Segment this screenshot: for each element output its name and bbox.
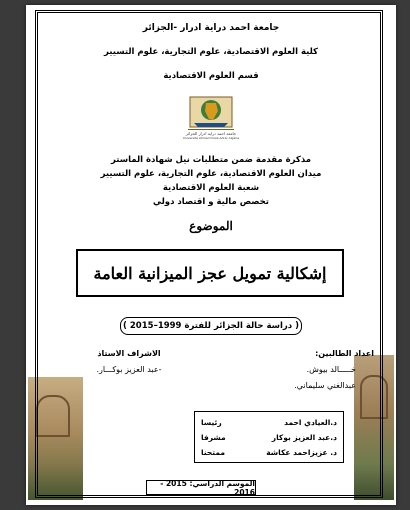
supervisor-label: الاشراف الاستاذ xyxy=(97,349,161,358)
academic-year: الموسم الدراسي: 2015 - 2016 xyxy=(160,478,255,497)
committee-row xyxy=(201,415,337,430)
thesis-title-box xyxy=(76,249,344,297)
thesis-specialty: تخصص مالية و اقتصاد دولي xyxy=(153,197,269,207)
committee-member-role: ممتحنا xyxy=(201,448,226,457)
thesis-subtitle-box xyxy=(120,317,302,335)
committee-row xyxy=(201,430,337,445)
thesis-title: إشكالية تمويل عجز الميزانية العامة xyxy=(93,263,327,283)
thesis-branch: شعبة العلوم الاقتصادية xyxy=(162,183,260,193)
students-label: اعداد الطالبين: xyxy=(315,349,374,358)
supervisor-name: -عبد العزيز بوكـــار. xyxy=(96,365,162,374)
thesis-purpose: مذكرة مقدمة ضمن متطلبات نيل شهادة الماستر xyxy=(110,155,312,165)
committee-member-role: مشرفا xyxy=(201,433,226,442)
university-logo-icon xyxy=(184,93,238,141)
committee-member-role: رئيسا xyxy=(201,418,222,427)
logo-caption: جامعة احمد دراية ادرار الجزائر xyxy=(185,131,237,136)
subject-label: الموضوع xyxy=(189,219,233,233)
committee-member-name: د.عبد العزيز بوكار xyxy=(271,433,337,442)
academic-year-box xyxy=(146,480,256,495)
student-name-2: عبدالغني سليماني. xyxy=(294,381,356,390)
logo-caption-latin: Université Ahmed Draïa Adrar Algérie xyxy=(182,136,240,140)
committee-member-name: د.العيادي احمد xyxy=(284,418,337,427)
faculty-name: كلية العلوم الاقتصادية، علوم التجارية، علوم التسيير xyxy=(104,47,318,57)
student-name-1: خـــــالد بيوش. xyxy=(306,365,356,374)
document-page xyxy=(26,5,396,505)
thesis-field: ميدان العلوم الاقتصادية، علوم التجارية، علوم التسيير xyxy=(100,169,322,179)
department-name: قسم العلوم الاقتصادية xyxy=(163,71,259,81)
committee-box xyxy=(194,411,344,463)
thesis-subtitle: ( دراسة حالة الجزائر للفترة 1999–2015 ) xyxy=(123,321,299,331)
university-name: جامعة احمد دراية ادرار -الجزائر xyxy=(142,23,280,33)
committee-row xyxy=(201,445,337,460)
committee-member-name: د. عزيزاحمد عكاشة xyxy=(266,448,337,457)
